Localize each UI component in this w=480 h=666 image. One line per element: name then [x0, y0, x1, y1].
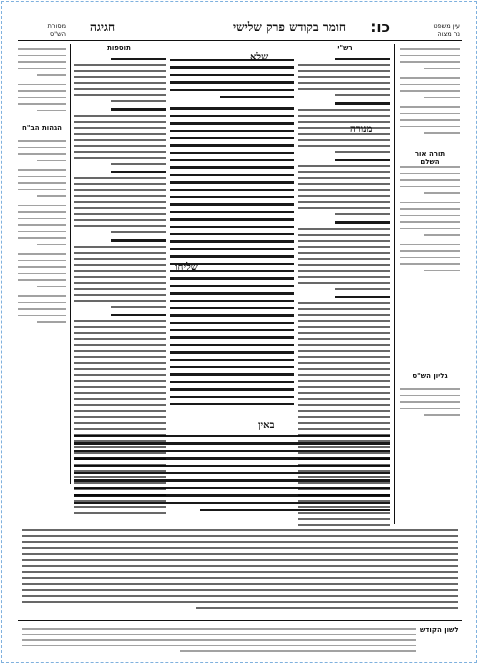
- gemara-emphasis-2: באין: [258, 420, 275, 431]
- masoret-line2: הש"ס: [49, 30, 66, 38]
- rashi-label: רש"י: [337, 44, 353, 52]
- footer-notes: [22, 626, 416, 656]
- masoret-heading: [18, 22, 66, 38]
- lower-commentary-block: [22, 526, 458, 612]
- gilyon-column: [400, 384, 460, 504]
- ein-mishpat-line2: נר מצוה: [437, 30, 460, 38]
- tosafot-label: תוספות: [107, 44, 131, 52]
- chapter-title: חומר בקודש פרק שלישי: [233, 20, 346, 34]
- hagahot-column: [18, 136, 66, 476]
- tractate-title: חגיגה: [90, 20, 116, 34]
- left-margin-rule: [70, 44, 71, 484]
- page-header: [90, 18, 390, 40]
- gemara-lower-block: [74, 432, 390, 522]
- header-rule: [18, 40, 462, 41]
- rashi-emphasis: מנורה: [350, 124, 373, 135]
- page-number: כו:: [370, 18, 390, 36]
- gemara-opening-word: שלא: [250, 52, 269, 63]
- gemara-center-block: [170, 56, 294, 406]
- gemara-emphasis-3: שליחו: [175, 262, 198, 273]
- ein-mishpat-heading: [400, 22, 460, 38]
- right-margin-rule: [394, 44, 395, 524]
- torah-or-label: תורה אור השלם: [414, 150, 446, 166]
- gilyon-label: גליון הש"ס: [412, 372, 448, 380]
- masoret-line1: מסורת: [47, 22, 66, 30]
- bottom-rule: [18, 620, 462, 621]
- hagahot-label: הגהות הב"ח: [22, 124, 62, 132]
- footer-title: לשון הקודש: [420, 626, 459, 634]
- ein-mishpat-line1: עין משפט: [433, 22, 460, 30]
